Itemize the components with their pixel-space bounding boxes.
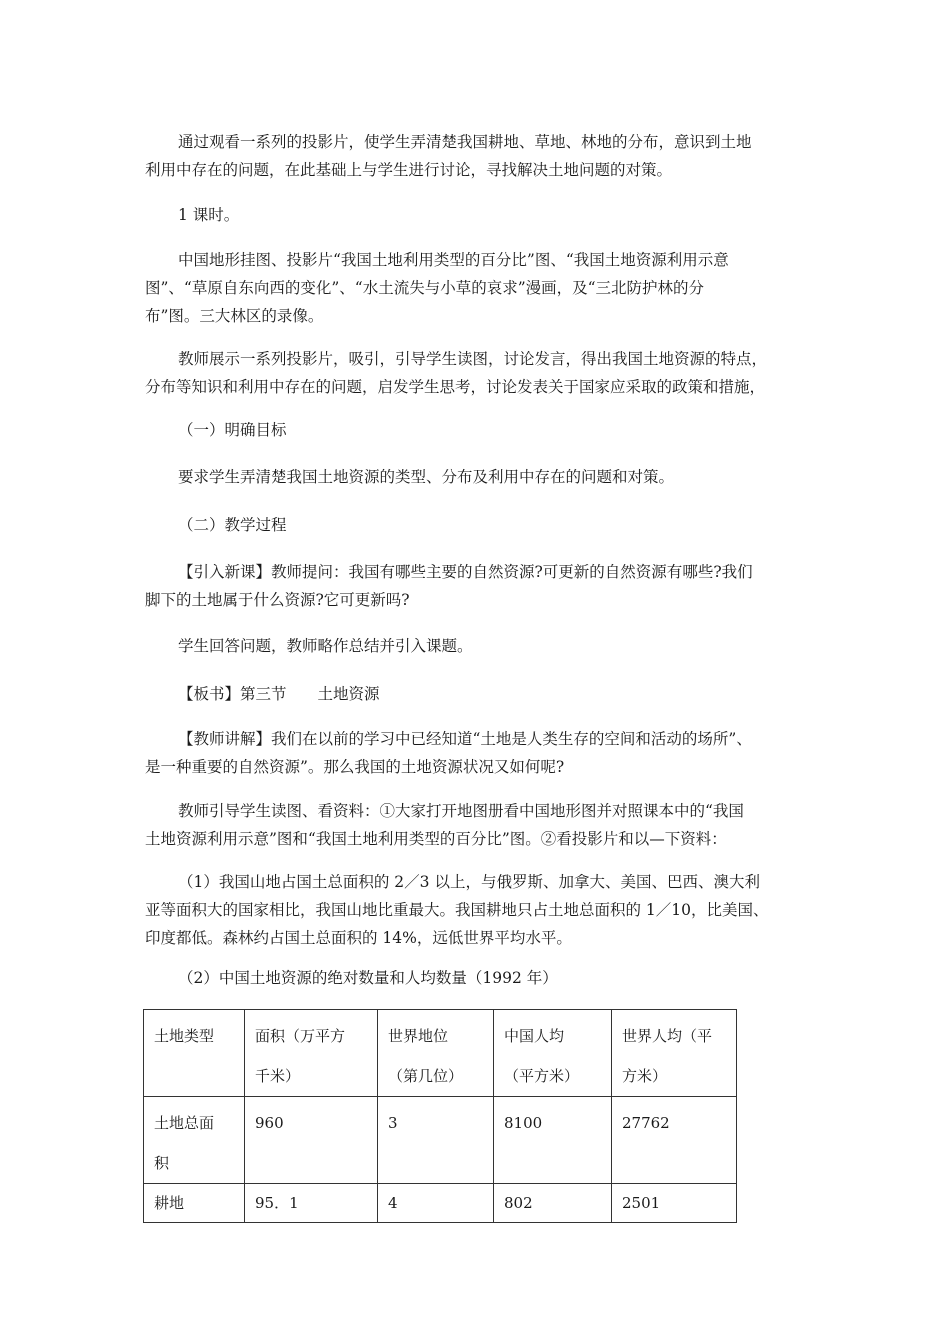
table-row: [144, 1184, 737, 1223]
paragraph: [145, 797, 810, 853]
cell-text: 世界地位: [388, 1027, 449, 1045]
paragraph: [145, 345, 810, 401]
paragraph: [145, 128, 810, 184]
paragraph-line: 教师引导学生读图、看资料：①大家打开地图册看中国地形图并对照课本中的“我国: [178, 802, 744, 820]
table-cell: [378, 1184, 494, 1223]
paragraph-line: 【引入新课】教师提问：我国有哪些主要的自然资源?可更新的自然资源有哪些?我们: [178, 563, 753, 581]
cell-text: 积: [154, 1154, 170, 1172]
cell-text: 27762: [622, 1114, 670, 1132]
header-cell: [494, 1010, 612, 1097]
header-cell: [612, 1010, 737, 1097]
paragraph: [145, 201, 810, 229]
paragraph: [145, 868, 810, 952]
table-cell: [612, 1097, 737, 1184]
paragraph-line: 要求学生弄清楚我国土地资源的类型、分布及利用中存在的问题和对策。: [178, 468, 675, 486]
paragraph-line: 中国地形挂图、投影片“我国土地利用类型的百分比”图、“我国土地资源利用示意: [178, 251, 729, 269]
paragraph-line: 利用中存在的问题，在此基础上与学生进行讨论，寻找解决土地问题的对策。: [145, 161, 673, 179]
paragraph-line: 印度都低。森林约占国土总面积的 14%，远低世界平均水平。: [145, 929, 572, 947]
cell-text: 3: [388, 1114, 398, 1132]
cell-text: 8100: [504, 1114, 543, 1132]
cell-text: （第几位）: [388, 1067, 464, 1085]
paragraph-line: （1）我国山地占国土总面积的 2／3 以上，与俄罗斯、加拿大、美国、巴西、澳大利: [178, 873, 760, 891]
paragraph-line: （一）明确目标: [178, 421, 287, 439]
paragraph-line: 分布等知识和利用中存在的问题，启发学生思考，讨论发表关于国家应采取的政策和措施，: [145, 378, 766, 396]
paragraph-line: 是一种重要的自然资源”。那么我国的土地资源状况又如何呢?: [145, 758, 565, 776]
cell-text: 中国人均: [504, 1027, 565, 1045]
paragraph: [145, 725, 810, 781]
cell-text: 耕地: [154, 1194, 185, 1212]
table-cell: [612, 1184, 737, 1223]
cell-text: 方米）: [622, 1067, 668, 1085]
cell-text: 95．1: [255, 1194, 299, 1212]
paragraph-line: （二）教学过程: [178, 516, 287, 534]
paragraph: [145, 511, 810, 539]
table-cell: [245, 1097, 378, 1184]
paragraph: [145, 632, 810, 660]
cell-text: 4: [388, 1194, 398, 1212]
table-cell: [494, 1184, 612, 1223]
paragraph: [145, 558, 810, 614]
table-cell: [144, 1097, 245, 1184]
land-resource-table: [143, 1009, 737, 1223]
cell-text: 土地类型: [154, 1027, 215, 1045]
paragraph-line: 1 课时。: [178, 206, 240, 224]
cell-text: 2501: [622, 1194, 661, 1212]
header-cell: [144, 1010, 245, 1097]
table-cell: [144, 1184, 245, 1223]
paragraph-line: 学生回答问题，教师略作总结并引入课题。: [178, 637, 473, 655]
paragraph: [145, 246, 810, 330]
cell-text: 面积（万平方: [255, 1027, 346, 1045]
paragraph: [145, 416, 810, 444]
paragraph-line: 【板书】第三节 土地资源: [178, 685, 380, 703]
table-row: [144, 1097, 737, 1184]
paragraph-line: 布”图。三大林区的录像。: [145, 307, 324, 325]
paragraph: [145, 964, 810, 992]
paragraph-line: 教师展示一系列投影片，吸引，引导学生读图，讨论发言，得出我国土地资源的特点，: [178, 350, 768, 368]
paragraph-line: 亚等面积大的国家相比，我国山地比重最大。我国耕地只占土地总面积的 1／10，比美国、: [145, 901, 769, 919]
paragraph: [145, 680, 810, 708]
paragraph-line: 【教师讲解】我们在以前的学习中已经知道“土地是人类生存的空间和活动的场所”、: [178, 730, 752, 748]
cell-text: 世界人均（平: [622, 1027, 713, 1045]
table-header-row: [144, 1010, 737, 1097]
paragraph: [145, 463, 810, 491]
table-cell: [494, 1097, 612, 1184]
paragraph-line: 脚下的土地属于什么资源?它可更新吗?: [145, 591, 410, 609]
header-cell: [245, 1010, 378, 1097]
cell-text: 960: [255, 1114, 284, 1132]
paragraph-line: 土地资源利用示意”图和“我国土地利用类型的百分比”图。②看投影片和以—下资料：: [145, 830, 727, 848]
paragraph-line: （2）中国土地资源的绝对数量和人均数量（1992 年）: [178, 969, 558, 987]
header-cell: [378, 1010, 494, 1097]
paragraph-line: 通过观看一系列的投影片，使学生弄清楚我国耕地、草地、林地的分布，意识到土地: [178, 133, 752, 151]
table-cell: [378, 1097, 494, 1184]
cell-text: 千米）: [255, 1067, 301, 1085]
cell-text: 802: [504, 1194, 533, 1212]
cell-text: （平方米）: [504, 1067, 580, 1085]
table-cell: [245, 1184, 378, 1223]
paragraph-line: 图”、“草原自东向西的变化”、“水土流失与小草的哀求”漫画，及“三北防护林的分: [145, 279, 705, 297]
cell-text: 土地总面: [154, 1114, 215, 1132]
